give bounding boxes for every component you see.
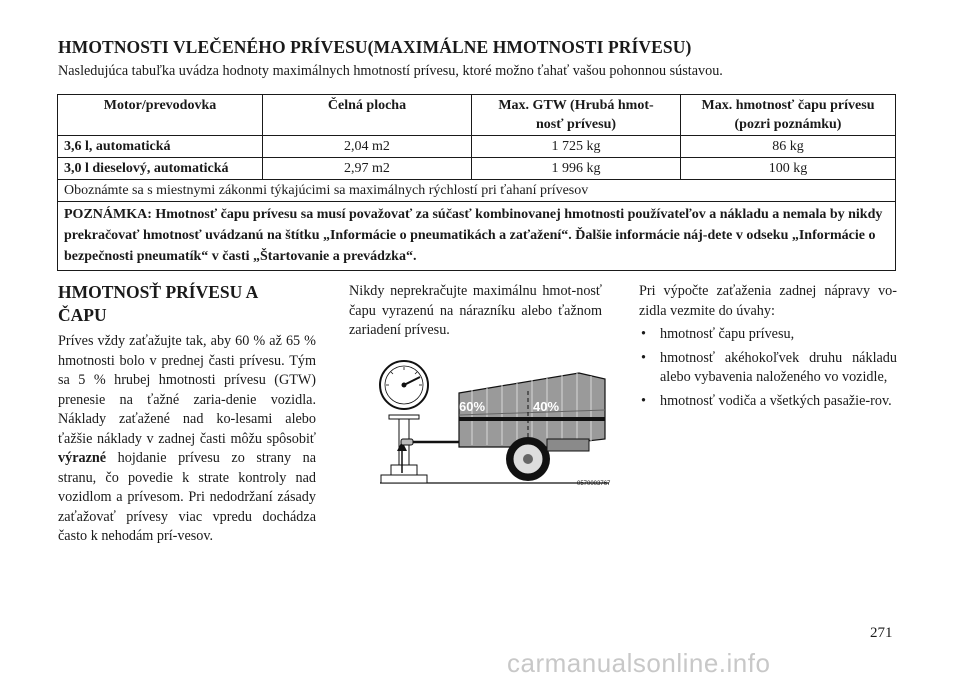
trailer-weight-table (57, 94, 896, 271)
tongue-weight-paragraph: Nikdy neprekračujte maximálnu hmot-nosť čapu vyrazenú na nárazníku alebo ťažnom zariadení prívesu. (349, 283, 602, 338)
intro-text: Nasledujúca tabuľka uvádza hodnoty maximálnych hmotností prívesu, ktoré možno ťahať vašou pohonnou sústavou. (58, 63, 723, 79)
axle-load-list (639, 325, 897, 411)
emphasis-text: výrazné (58, 450, 107, 466)
table-cell-area: 2,97 m2 (263, 158, 472, 180)
note-text: POZNÁMKA: Hmotnosť čapu prívesu sa musí považovať za súčasť kombinovanej hmotnosti používateľov a nákladu a nemala by nikdy prekračovať hmotnosť uvádzanú na štítku „Informácie o pneumatikách a zaťažení“. Ďalšie informácie náj-dete v odseku „Informácie o bezpečnosti pneumatík“ v časti „Štartovanie a prevádzka“. (58, 202, 896, 271)
table-note-row (58, 202, 896, 271)
table-cell-engine: 3,0 l dieselový, automatická (58, 158, 263, 180)
header-max-gtw: Max. GTW (Hrubá hmot- nosť prívesu) (472, 95, 681, 136)
axle-load-intro: Pri výpočte zaťaženia zadnej nápravy vo-zidla vezmite do úvahy: (639, 283, 897, 319)
axle-load-section (639, 282, 897, 415)
header-engine: Motor/prevodovka (58, 95, 263, 136)
table-row (58, 158, 896, 180)
table-speed-row (58, 180, 896, 202)
loading-paragraph: Príves vždy zaťažujte tak, aby 60 % až 65 % hmotnosti bolo v prednej časti prívesu. Tým sa 5 % hrubej hmotnosti prívesu (GTW) prenesie na ťažné zaria-denie vozidla. Náklady zaťažené nad ko-lesami alebo ťažšie náklady v zadnej časti môžu spôsobiť výrazné hojdanie prívesu zo strany na stranu, čo povedie k strate kontroly nad vozidlom a prívesom. Pri nedodržaní zásady zaťažovať prívesy viac vpredu dochádza často k nehodám prí-vesov. (58, 333, 317, 544)
bullet-icon: • (641, 326, 646, 342)
list-item: • hmotnosť akéhokoľvek druhu nákladu alebo vybavenia naloženého vo vozidle, (641, 349, 897, 385)
table-cell-gtw: 1 996 kg (472, 158, 681, 180)
speed-law-text: Oboznámte sa s miestnymi zákonmi týkajúcimi sa maximálnych rýchlostí pri ťahaní prívesov (58, 180, 896, 202)
watermark: carmanualsonline.info (507, 648, 771, 678)
table-cell-tongue: 86 kg (681, 136, 896, 158)
table-cell-area: 2,04 m2 (263, 136, 472, 158)
section-title: HMOTNOSŤ PRÍVESU A ČAPU (58, 282, 259, 325)
trailer-weight-diagram (377, 355, 612, 490)
figure-code: 0570003767 (577, 481, 611, 487)
table-cell-engine: 3,6 l, automatická (58, 136, 263, 158)
list-item: • hmotnosť čapu prívesu, (639, 325, 897, 345)
table-cell-tongue: 100 kg (681, 158, 896, 180)
page-number: 271 (870, 625, 893, 641)
table-cell-gtw: 1 725 kg (472, 136, 681, 158)
page-heading: HMOTNOSTI VLEČENÉHO PRÍVESU(MAXIMÁLNE HMOTNOSTI PRÍVESU) (58, 37, 692, 57)
bullet-icon: • (641, 349, 646, 366)
header-frontal-area: Čelná plocha (263, 95, 472, 136)
rear-percentage-label: 40% (533, 399, 560, 414)
bullet-icon: • (641, 392, 646, 409)
front-percentage-label: 60% (459, 399, 486, 414)
header-max-tongue-weight: Max. hmotnosť čapu prívesu (pozri poznámku) (681, 95, 896, 136)
table-row (58, 136, 896, 158)
list-item: • hmotnosť vodiča a všetkých pasažie-rov. (639, 392, 897, 412)
table-header-row (58, 95, 896, 136)
